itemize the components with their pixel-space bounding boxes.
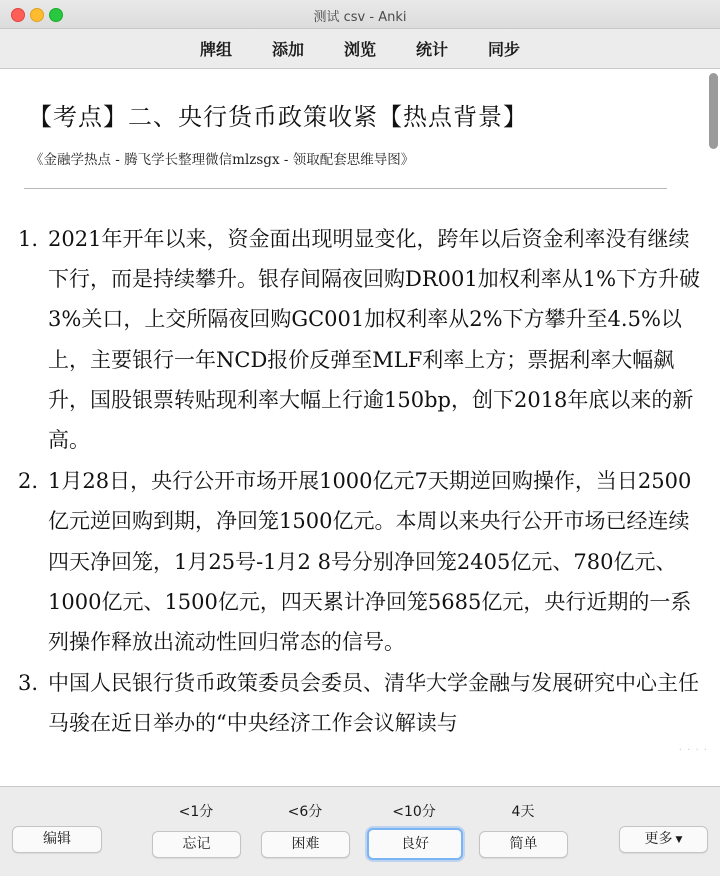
toolbar-browse[interactable]: 浏览 [343,40,376,59]
list-item-text: 2021年开年以来，资金面出现明显变化，跨年以后资金利率没有继续下行，而是持续攀升。银存间隔夜回购DR001加权利率从1%下方升破3%关口，上交所隔夜回购GC001加权利率从2%下方攀升至4.5%以上，主要银行一年NCD报价反弹至MLF利率上方；票据利率大幅飙升，国股银票转贴现利率大幅上行逾150bp，创下2018年底以来的新高。 [48,227,701,453]
edit-button[interactable]: 编辑 [12,826,102,853]
resize-grip-icon[interactable]: · · · · [678,745,708,756]
title-bar [0,0,720,29]
scrollbar-thumb[interactable] [709,73,718,149]
card-content [0,69,720,786]
good-button[interactable]: 良好 [367,828,463,860]
caret-down-icon: ▼ [675,835,683,845]
list-item-number: 3. [18,671,39,696]
interval-again: <1分 [178,804,214,820]
again-button[interactable]: 忘记 [152,831,241,858]
main-toolbar [0,29,720,69]
card-list [12,219,702,745]
list-item-text: 1月28日，央行公开市场开展1000亿元7天期逆回购操作，当日2500亿元逆回购到期，净回笼1500亿元。本周以来央行公开市场已经连续四天净回笼，1月25号-1月2 8号分别净回笼2405亿元、780亿元、1000亿元、1500亿元，四天累计净回笼5685亿元，央行近期的一系列操作释放出流动性回归常态的信号。 [48,469,692,655]
card-source: 《金融学热点 - 腾飞学长整理微信mlzsgx - 领取配套思维导图》 [30,152,415,168]
interval-good: <10分 [392,804,436,820]
list-item [12,461,702,662]
card-title: 【考点】二、央行货币政策收紧【热点背景】 [28,103,528,131]
easy-button[interactable]: 简单 [479,831,568,858]
list-item-number: 1. [18,227,39,251]
list-item [12,219,702,460]
toolbar-add[interactable]: 添加 [271,40,304,59]
divider [24,188,667,189]
toolbar-stats[interactable]: 统计 [416,40,449,59]
hard-button[interactable]: 困难 [261,831,350,858]
toolbar-decks[interactable]: 牌组 [199,40,232,59]
interval-hard: <6分 [287,804,323,820]
toolbar-sync[interactable]: 同步 [488,40,521,59]
list-item-text: 中国人民银行货币政策委员会委员、清华大学金融与发展研究中心主任马骏在近日举办的“中央经济工作会议解读与 [48,671,699,736]
interval-easy: 4天 [511,804,535,820]
more-button[interactable] [619,826,708,853]
answer-bar [0,786,720,876]
list-item-number: 2. [18,469,39,494]
window-title: 测试 csv - Anki [313,10,407,25]
more-button-label: 更多 [644,831,673,847]
list-item [12,663,702,743]
